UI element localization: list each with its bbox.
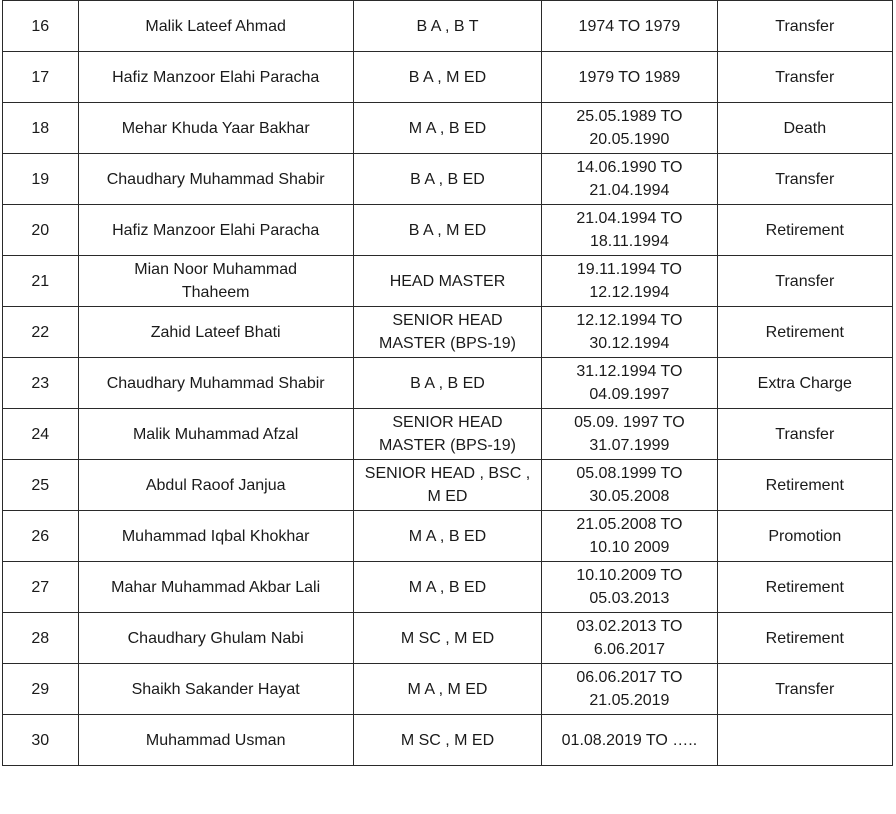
qualification-cell bbox=[353, 52, 541, 103]
table-row bbox=[3, 52, 893, 103]
qualification-cell bbox=[353, 358, 541, 409]
table-row bbox=[3, 409, 893, 460]
qualification-cell-text: B A , M ED bbox=[408, 68, 487, 86]
qualification-cell-text: B A , B ED bbox=[410, 170, 485, 188]
name-cell bbox=[78, 511, 353, 562]
name-cell-text: Shaikh Sakander Hayat bbox=[131, 680, 300, 698]
leaving-reason-cell-text: Death bbox=[783, 119, 827, 137]
name-cell bbox=[78, 103, 353, 154]
leaving-reason-cell bbox=[717, 511, 892, 562]
qualification-cell bbox=[353, 205, 541, 256]
tenure-period-cell-text: 03.02.2013 TO 6.06.2017 bbox=[576, 618, 683, 658]
table-row bbox=[3, 715, 893, 766]
serial-number-cell bbox=[3, 613, 79, 664]
leaving-reason-cell bbox=[717, 1, 892, 52]
qualification-cell-text: M A , B ED bbox=[408, 578, 487, 596]
qualification-cell-text: M SC , M ED bbox=[400, 731, 495, 749]
qualification-cell bbox=[353, 154, 541, 205]
table-row bbox=[3, 1, 893, 52]
tenure-period-cell bbox=[542, 613, 717, 664]
leaving-reason-cell bbox=[717, 358, 892, 409]
serial-number-cell-text: 16 bbox=[31, 17, 50, 35]
serial-number-cell bbox=[3, 511, 79, 562]
serial-number-cell bbox=[3, 664, 79, 715]
serial-number-cell bbox=[3, 103, 79, 154]
tenure-period-cell bbox=[542, 154, 717, 205]
name-cell-text: Zahid Lateef Bhati bbox=[150, 323, 281, 341]
serial-number-cell bbox=[3, 52, 79, 103]
serial-number-cell bbox=[3, 358, 79, 409]
table-body bbox=[3, 1, 893, 766]
table-row bbox=[3, 358, 893, 409]
tenure-period-cell-text: 25.05.1989 TO 20.05.1990 bbox=[576, 108, 683, 148]
tenure-period-cell-text: 05.09. 1997 TO 31.07.1999 bbox=[574, 414, 685, 454]
qualification-cell bbox=[353, 409, 541, 460]
leaving-reason-cell bbox=[717, 613, 892, 664]
name-cell bbox=[78, 664, 353, 715]
qualification-cell bbox=[353, 715, 541, 766]
serial-number-cell-text: 22 bbox=[31, 323, 50, 341]
leaving-reason-cell bbox=[717, 409, 892, 460]
leaving-reason-cell-text: Promotion bbox=[768, 527, 842, 545]
leaving-reason-cell-text: Extra Charge bbox=[757, 374, 852, 392]
serial-number-cell bbox=[3, 256, 79, 307]
tenure-period-cell bbox=[542, 256, 717, 307]
name-cell-text: Hafiz Manzoor Elahi Paracha bbox=[112, 221, 320, 239]
leaving-reason-cell bbox=[717, 664, 892, 715]
leaving-reason-cell-text: Transfer bbox=[775, 17, 835, 35]
qualification-cell-text: M A , B ED bbox=[408, 527, 487, 545]
table-row bbox=[3, 103, 893, 154]
name-cell-text: Abdul Raoof Janjua bbox=[145, 476, 286, 494]
name-cell bbox=[78, 52, 353, 103]
tenure-period-cell-text: 19.11.1994 TO 12.12.1994 bbox=[576, 261, 682, 301]
qualification-cell-text: SENIOR HEAD MASTER (BPS-19) bbox=[379, 312, 516, 352]
name-cell bbox=[78, 715, 353, 766]
leaving-reason-cell-text: Transfer bbox=[775, 272, 835, 290]
tenure-period-cell bbox=[542, 511, 717, 562]
leaving-reason-cell bbox=[717, 205, 892, 256]
table-row bbox=[3, 613, 893, 664]
serial-number-cell-text: 27 bbox=[31, 578, 50, 596]
tenure-period-cell bbox=[542, 205, 717, 256]
tenure-period-cell bbox=[542, 562, 717, 613]
serial-number-cell bbox=[3, 154, 79, 205]
tenure-period-cell-text: 21.05.2008 TO 10.10 2009 bbox=[576, 516, 683, 556]
serial-number-cell bbox=[3, 205, 79, 256]
serial-number-cell-text: 17 bbox=[31, 68, 50, 86]
tenure-period-cell bbox=[542, 664, 717, 715]
name-cell-text: Mehar Khuda Yaar Bakhar bbox=[121, 119, 310, 137]
tenure-period-cell bbox=[542, 307, 717, 358]
leaving-reason-cell-text: Transfer bbox=[775, 425, 835, 443]
qualification-cell-text: SENIOR HEAD , BSC , M ED bbox=[364, 465, 531, 505]
tenure-period-cell-text: 21.04.1994 TO 18.11.1994 bbox=[576, 210, 683, 250]
serial-number-cell-text: 26 bbox=[31, 527, 50, 545]
tenure-period-cell-text: 1979 TO 1989 bbox=[578, 68, 681, 86]
serial-number-cell-text: 29 bbox=[31, 680, 50, 698]
tenure-period-cell bbox=[542, 460, 717, 511]
name-cell bbox=[78, 154, 353, 205]
name-cell-text: Malik Muhammad Afzal bbox=[132, 425, 299, 443]
table-row bbox=[3, 205, 893, 256]
tenure-period-cell-text: 31.12.1994 TO 04.09.1997 bbox=[576, 363, 683, 403]
serial-number-cell-text: 19 bbox=[31, 170, 50, 188]
leaving-reason-cell-text: Transfer bbox=[775, 68, 835, 86]
tenure-period-cell-text: 06.06.2017 TO 21.05.2019 bbox=[576, 669, 683, 709]
serial-number-cell-text: 23 bbox=[31, 374, 50, 392]
qualification-cell-text: B A , M ED bbox=[408, 221, 487, 239]
serial-number-cell bbox=[3, 307, 79, 358]
qualification-cell-text: SENIOR HEAD MASTER (BPS-19) bbox=[379, 414, 516, 454]
leaving-reason-cell-text: Retirement bbox=[765, 578, 844, 596]
name-cell bbox=[78, 409, 353, 460]
qualification-cell bbox=[353, 307, 541, 358]
name-cell bbox=[78, 613, 353, 664]
leaving-reason-cell-text: Retirement bbox=[765, 476, 844, 494]
leaving-reason-cell bbox=[717, 256, 892, 307]
tenure-period-cell-text: 12.12.1994 TO 30.12.1994 bbox=[576, 312, 683, 352]
name-cell-text: Muhammad Iqbal Khokhar bbox=[121, 527, 310, 545]
tenure-period-cell-text: 05.08.1999 TO 30.05.2008 bbox=[576, 465, 683, 505]
serial-number-cell bbox=[3, 715, 79, 766]
serial-number-cell bbox=[3, 460, 79, 511]
qualification-cell-text: HEAD MASTER bbox=[389, 272, 506, 290]
qualification-cell bbox=[353, 664, 541, 715]
name-cell-text: Chaudhary Muhammad Shabir bbox=[106, 170, 325, 188]
leaving-reason-cell-text: Retirement bbox=[765, 221, 844, 239]
leaving-reason-cell bbox=[717, 103, 892, 154]
qualification-cell bbox=[353, 562, 541, 613]
leaving-reason-cell bbox=[717, 52, 892, 103]
qualification-cell bbox=[353, 1, 541, 52]
table-row bbox=[3, 256, 893, 307]
qualification-cell-text: M A , M ED bbox=[407, 680, 488, 698]
serial-number-cell-text: 24 bbox=[31, 425, 50, 443]
name-cell bbox=[78, 358, 353, 409]
tenure-period-cell bbox=[542, 358, 717, 409]
tenure-period-cell-text: 01.08.2019 TO ….. bbox=[561, 731, 698, 749]
tenure-period-cell bbox=[542, 1, 717, 52]
tenure-period-cell bbox=[542, 715, 717, 766]
name-cell-text: Muhammad Usman bbox=[145, 731, 286, 749]
tenure-period-cell bbox=[542, 103, 717, 154]
qualification-cell-text: M SC , M ED bbox=[400, 629, 495, 647]
qualification-cell-text: M A , B ED bbox=[408, 119, 487, 137]
tenure-period-cell bbox=[542, 409, 717, 460]
name-cell-text: Mahar Muhammad Akbar Lali bbox=[111, 578, 321, 596]
serial-number-cell-text: 20 bbox=[31, 221, 50, 239]
leaving-reason-cell bbox=[717, 715, 892, 766]
headmasters-record-table bbox=[2, 0, 893, 766]
tenure-period-cell bbox=[542, 52, 717, 103]
qualification-cell-text: B A , B T bbox=[416, 17, 479, 35]
name-cell-text: Chaudhary Muhammad Shabir bbox=[106, 374, 325, 392]
leaving-reason-cell bbox=[717, 154, 892, 205]
tenure-period-cell-text: 14.06.1990 TO 21.04.1994 bbox=[576, 159, 683, 199]
name-cell bbox=[78, 562, 353, 613]
qualification-cell bbox=[353, 613, 541, 664]
serial-number-cell-text: 30 bbox=[31, 731, 50, 749]
table-row bbox=[3, 307, 893, 358]
qualification-cell-text: B A , B ED bbox=[410, 374, 485, 392]
leaving-reason-cell bbox=[717, 307, 892, 358]
serial-number-cell-text: 25 bbox=[31, 476, 50, 494]
qualification-cell bbox=[353, 256, 541, 307]
table-row bbox=[3, 562, 893, 613]
serial-number-cell-text: 28 bbox=[31, 629, 50, 647]
leaving-reason-cell bbox=[717, 460, 892, 511]
tenure-period-cell-text: 1974 TO 1979 bbox=[578, 17, 681, 35]
leaving-reason-cell-text: Transfer bbox=[775, 170, 835, 188]
name-cell-text: Mian Noor Muhammad Thaheem bbox=[134, 261, 298, 301]
table-row bbox=[3, 664, 893, 715]
table-row bbox=[3, 154, 893, 205]
name-cell-text: Malik Lateef Ahmad bbox=[145, 17, 286, 35]
name-cell-text: Chaudhary Ghulam Nabi bbox=[127, 629, 304, 647]
name-cell bbox=[78, 205, 353, 256]
serial-number-cell-text: 18 bbox=[31, 119, 50, 137]
serial-number-cell bbox=[3, 562, 79, 613]
tenure-period-cell-text: 10.10.2009 TO 05.03.2013 bbox=[576, 567, 683, 607]
serial-number-cell-text: 21 bbox=[31, 272, 50, 290]
name-cell bbox=[78, 307, 353, 358]
leaving-reason-cell bbox=[717, 562, 892, 613]
qualification-cell bbox=[353, 103, 541, 154]
leaving-reason-cell-text: Retirement bbox=[765, 629, 844, 647]
name-cell bbox=[78, 460, 353, 511]
table-row bbox=[3, 511, 893, 562]
name-cell bbox=[78, 1, 353, 52]
leaving-reason-cell-text: Retirement bbox=[765, 323, 844, 341]
name-cell-text: Hafiz Manzoor Elahi Paracha bbox=[112, 68, 320, 86]
qualification-cell bbox=[353, 511, 541, 562]
table-row bbox=[3, 460, 893, 511]
name-cell bbox=[78, 256, 353, 307]
leaving-reason-cell-text: Transfer bbox=[775, 680, 835, 698]
qualification-cell bbox=[353, 460, 541, 511]
serial-number-cell bbox=[3, 1, 79, 52]
serial-number-cell bbox=[3, 409, 79, 460]
